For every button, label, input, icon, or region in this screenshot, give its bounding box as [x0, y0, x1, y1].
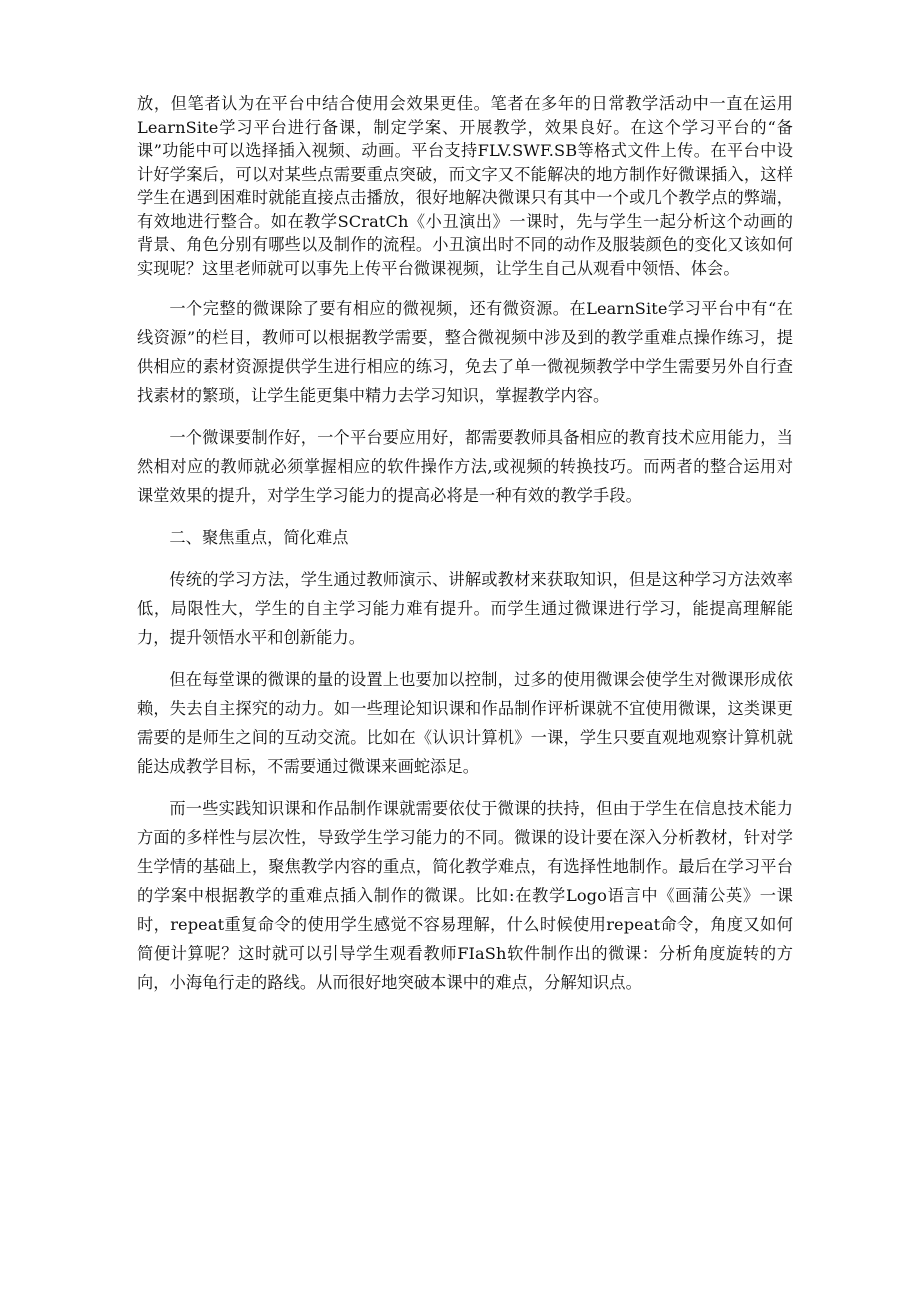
paragraph-traditional-methods: 传统的学习方法，学生通过教师演示、讲解或教材来获取知识，但是这种学习方法效率低，局限性大，学生的自主学习能力难有提升。而学生通过微课进行学习，能提高理解能力，提升领悟水平和创新能力。	[137, 570, 793, 647]
paragraph-micro-resources: 一个完整的微课除了要有相应的微视频，还有微资源。在LearnSite学习平台中有“在线资源”的栏目，教师可以根据教学需要，整合微视频中涉及到的教学重难点操作练习，提供相应的素材资源提供学生进行相应的练习，免去了单一微视频教学中学生需要另外自行查找素材的繁琐，让学生能更集中精力去学习知识，掌握教学内容。	[137, 299, 793, 405]
paragraph-practice-courses: 而一些实践知识课和作品制作课就需要依仗于微课的扶持，但由于学生在信息技术能力方面的多样性与层次性，导致学生学习能力的不同。微课的设计要在深入分析教材，针对学生学情的基础上，聚焦教学内容的重点，简化教学难点，有选择性地制作。最后在学习平台的学案中根据教学的重难点插入制作的微课。比如:在教学Logo语言中《画蒲公英》一课时，repeat重复命令的使用学生感觉不容易理解，什么时候使用repeat命令，角度又如何简便计算呢？这时就可以引导学生观看教师FIaSh软件制作出的微课：分析角度旋转的方向，小海龟行走的路线。从而很好地突破本课中的难点，分解知识点。	[137, 799, 793, 992]
document-page	[137, 92, 793, 997]
section-heading: 二、聚焦重点，简化难点	[169, 528, 349, 547]
paragraph-control-usage: 但在每堂课的微课的量的设置上也要加以控制，过多的使用微课会使学生对微课形成依赖，失去自主探究的动力。如一些理论知识课和作品制作评析课就不宜使用微课，这类课更需要的是师生之间的互动交流。比如在《认识计算机》一课，学生只要直观地观察计算机就能达成教学目标，不需要通过微课来画蛇添足。	[137, 670, 793, 776]
paragraph-teacher-skills: 一个微课要制作好，一个平台要应用好，都需要教师具备相应的教育技术应用能力，当然相对应的教师就必须掌握相应的软件操作方法,或视频的转换技巧。而两者的整合运用对课堂效果的提升，对学生学习能力的提高必将是一种有效的教学手段。	[137, 428, 793, 505]
paragraph-learnsite-lesson-planning: 放，但笔者认为在平台中结合使用会效果更佳。笔者在多年的日常教学活动中一直在运用LearnSite学习平台进行备课，制定学案、开展教学，效果良好。在这个学习平台的“备课”功能中可以选择插入视频、动画。平台支持FLV.SWF.SB等格式文件上传。在平台中设计好学案后，可以对某些点需要重点突破，而文字又不能解决的地方制作好微课插入，这样学生在遇到困难时就能直接点击播放，很好地解决微课只有其中一个或几个教学点的弊端，有效地进行整合。如在教学SCratCh《小丑演出》一课时，先与学生一起分析这个动画的背景、角色分别有哪些以及制作的流程。小丑演出时不同的动作及服装颜色的变化又该如何实现呢？这里老师就可以事先上传平台微课视频，让学生自己从观看中领悟、体会。	[137, 94, 793, 278]
